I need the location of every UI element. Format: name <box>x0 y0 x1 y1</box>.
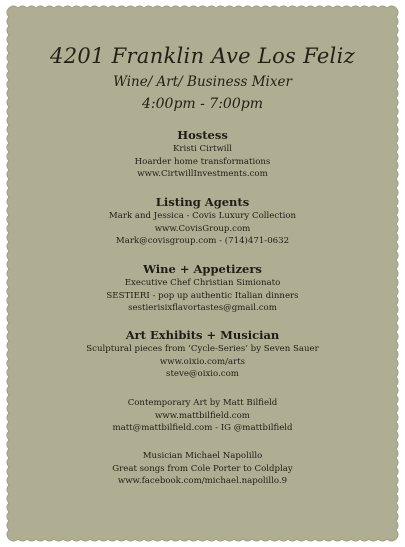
section-line: www.mattbilfield.com <box>155 410 250 421</box>
section-line: www.CovisGroup.com <box>154 223 251 234</box>
section-line: steve@oixio.com <box>166 369 239 380</box>
section-heading: Listing Agents <box>155 195 250 209</box>
section-line: Musician Michael Napolillo <box>142 451 263 461</box>
invitation-card <box>5 4 400 543</box>
section-line: Executive Chef Christian Simionato <box>124 278 281 288</box>
section-line: Kristi Cirtwill <box>172 144 233 154</box>
section-listing-agents <box>5 195 400 248</box>
section-heading: Art Exhibits + Musician <box>125 328 280 342</box>
event-time: 4:00pm - 7:00pm <box>142 96 263 112</box>
section-art-exhibits-musician <box>5 328 400 381</box>
section-line: Mark and Jessica - Covis Luxury Collection <box>108 211 297 221</box>
section-line: www.facebook.com/michael.napolillo.9 <box>117 476 288 487</box>
section-heading: Hostess <box>177 128 228 142</box>
section-contemporary-art <box>5 397 400 435</box>
section-line: www.CirtwillInvestments.com <box>137 169 268 180</box>
section-line: Hoarder home transformations <box>134 156 271 167</box>
section-musician <box>5 450 400 488</box>
section-line: matt@mattbilfield.com - IG @mattbilfield <box>112 423 293 434</box>
section-hostess <box>5 128 400 181</box>
section-wine-appetizers <box>5 262 400 315</box>
section-line: www.oixio.com/arts <box>159 356 246 367</box>
invitation-content <box>5 4 400 543</box>
section-line: Mark@covisgroup.com - (714)471-0632 <box>115 236 290 247</box>
section-heading: Wine + Appetizers <box>143 262 262 276</box>
event-subtitle: Wine/ Art/ Business Mixer <box>113 74 292 90</box>
event-address-title: 4201 Franklin Ave Los Feliz <box>50 44 355 68</box>
section-line: Sculptural pieces from ‘Cycle-Series’ by Seven Sauer <box>86 344 319 354</box>
section-line: Great songs from Cole Porter to Coldplay <box>112 463 293 474</box>
section-line: SESTIERI - pop up authentic Italian dinners <box>106 290 299 301</box>
section-line: sestierisixflavortastes@gmail.com <box>128 303 277 314</box>
section-line: Contemporary Art by Matt Bilfield <box>127 398 278 408</box>
